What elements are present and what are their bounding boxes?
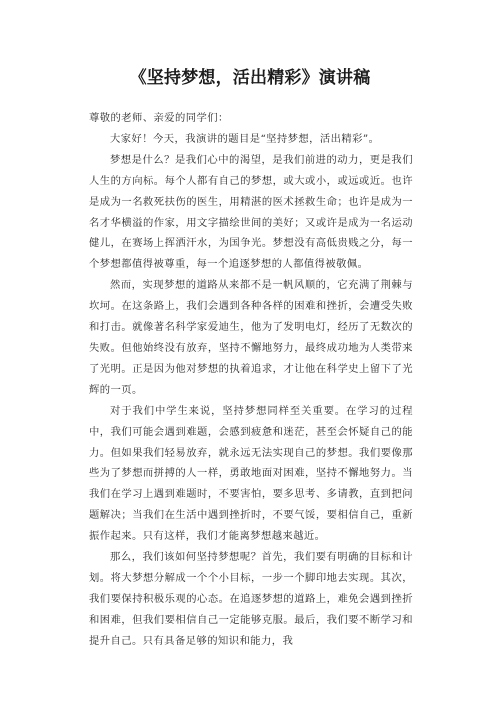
- paragraph-what-is-dream: 梦想是什么？是我们心中的渴望，是我们前进的动力，更是我们人生的方向标。每个人都有自己的梦想，或大或小，或远或近。也许是成为一名救死扶伤的医生，用精湛的医术拯救生命；也许是成为一名才华横溢的作家，用文字描绘世间的美好；又或许是成为一名运动健儿，在赛场上挥洒汗水，为国争光。梦想没有高低贵贱之分，每一个梦想都值得被尊重，每一个追逐梦想的人都值得被敬佩。: [89, 153, 413, 271]
- paragraph-students: 对于我们中学生来说，坚持梦想同样至关重要。在学习的过程中，我们可能会遇到难题，会感到疲惫和迷茫，甚至会怀疑自己的能力。但如果我们轻易放弃，就永远无法实现自己的梦想。我们要像那些为了梦想而拼搏的人一样，勇敢地面对困难，坚持不懈地努力。当我们在学习上遇到难题时，不要害怕，要多思考、多请教，直到把问题解决；当我们在生活中遇到挫折时，不要气馁，要相信自己，重新振作起来。只有这样，我们才能离梦想越来越近。: [89, 404, 413, 543]
- page-title: 《坚持梦想，活出精彩》演讲稿: [129, 68, 371, 88]
- speech-body: [89, 108, 413, 652]
- paragraph-how-to-persist: 那么，我们该如何坚持梦想呢？首先，我们要有明确的目标和计划。将大梦想分解成一个个小目标，一步一个脚印地去实现。其次，我们要保持积极乐观的心态。在追逐梦想的道路上，难免会遇到挫折和困难，但我们要相信自己一定能够克服。最后，我们要不断学习和提升自己。只有具备足够的知识和能力，我: [89, 551, 413, 647]
- paragraph-road-to-dream: 然而，实现梦想的道路从来都不是一帆风顺的，它充满了荆棘与坎坷。在这条路上，我们会遇到各种各样的困难和挫折，会遭受失败和打击。就像著名科学家爱迪生，他为了发明电灯，经历了无数次的失败。但他始终没有放弃，坚持不懈地努力，最终成功地为人类带来了光明。正是因为他对梦想的执着追求，才让他在科学史上留下了光辉的一页。: [89, 279, 413, 396]
- paragraph-opening: 大家好！今天，我演讲的题目是“坚持梦想，活出精彩”。: [110, 132, 380, 145]
- greeting-line: 尊敬的老师、亲爱的同学们：: [89, 112, 229, 124]
